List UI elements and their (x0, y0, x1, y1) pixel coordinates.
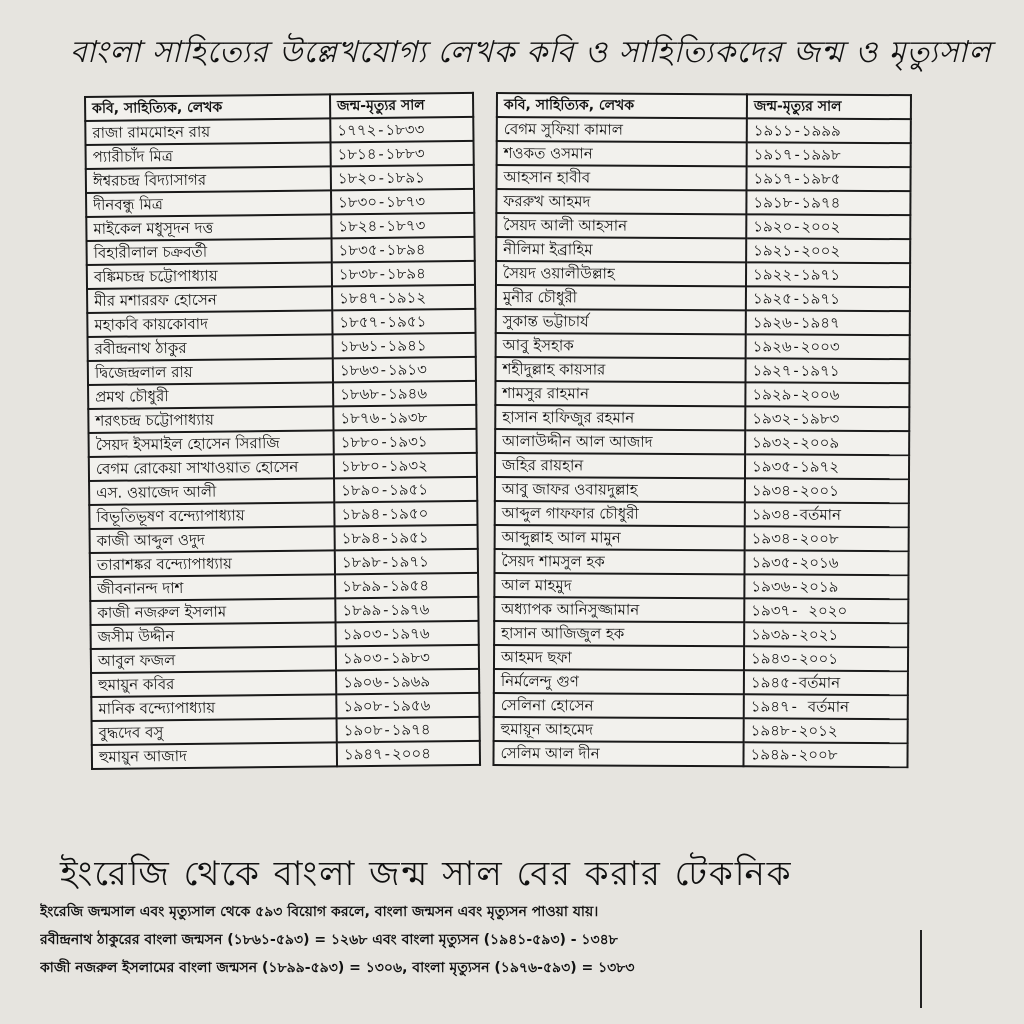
author-name: বিহারীলাল চক্রবর্তী (87, 238, 332, 265)
author-years: ১৯৪৭-২০০৪ (337, 741, 480, 766)
table-row (494, 621, 908, 647)
author-years: ১৮৯০-১৯৫১ (334, 477, 477, 502)
table-row (496, 213, 910, 239)
author-name: আব্দুল্লাহ আল মামুন (495, 525, 745, 550)
column-header-name: কবি, সাহিত্যিক, লেখক (85, 94, 330, 121)
table-row (497, 117, 911, 143)
table-row (495, 501, 909, 527)
author-years: ১৮২০-১৮৯১ (331, 165, 474, 190)
author-name: মানিক বন্দ্যোপাধ্যায় (91, 694, 336, 721)
table-row (496, 237, 910, 263)
author-name: রবীন্দ্রনাথ ঠাকুর (88, 334, 333, 361)
author-name: ফররুখ আহমদ (496, 189, 746, 214)
author-years: ১৯৩৬-২০১৯ (744, 574, 908, 599)
author-name: বিভূতিভূষণ বন্দ্যোপাধ্যায় (89, 502, 334, 529)
author-years: ১৯০৩-১৯৭৬ (336, 621, 479, 646)
author-name: নির্মলেন্দু গুণ (494, 669, 744, 694)
technique-rule-text: ইংরেজি জন্মসাল এবং মৃত্যুসাল থেকে ৫৯৩ বিয়োগ করলে, বাংলা জন্মসন এবং মৃত্যুসন পাওয়া যায়। (40, 904, 599, 920)
author-years: ১৮৬৩-১৯১৩ (333, 357, 476, 382)
author-years: ১৮৬৮-১৯৪৬ (333, 381, 476, 406)
author-years: ১৯৪৩-২০০১ (744, 646, 908, 671)
author-years: ১৯৩২-২০০৯ (745, 430, 909, 455)
author-name: প্যারীচাঁদ মিত্র (86, 142, 331, 169)
author-years: ১৯২৭-১৯৭১ (745, 358, 909, 383)
author-years: ১৯২২-১৯৭১ (746, 262, 910, 287)
author-years: ১৮৮০-১৯৩১ (334, 429, 477, 454)
author-name: শহীদুল্লাহ কায়সার (495, 357, 745, 382)
author-years: ১৯৩২-১৯৮৩ (745, 406, 909, 431)
author-years: ১৯৩৪-২০০১ (745, 478, 909, 503)
author-years: ১৯২৫-১৯৭১ (746, 286, 910, 311)
author-years: ১৯৪৯-২০০৮ (743, 742, 907, 767)
table-row (495, 477, 909, 503)
author-years: ১৯৪৫-বর্তমান (744, 670, 908, 695)
author-name: আহসান হাবীব (496, 165, 746, 190)
author-name: আবুল ফজল (91, 646, 336, 673)
author-name: বেগম সুফিয়া কামাল (497, 117, 747, 142)
author-name: আবু ইসহাক (496, 333, 746, 358)
author-name: হাসান আজিজুল হক (494, 621, 744, 646)
example-rabindranath: রবীন্দ্রনাথ ঠাকুরের বাংলা জন্মসন (১৮৬১-৫৯৩) = ১২৬৮ এবং বাংলা মৃত্যুসন (১৯৪১-৫৯৩) - ১৩৪৮ (40, 932, 618, 948)
table-header-row (497, 93, 911, 119)
author-name: আল মাহমুদ (494, 573, 744, 598)
table-row (494, 645, 908, 671)
table-row (495, 453, 909, 479)
author-years: ১৮৮০-১৯৩২ (334, 453, 477, 478)
author-years: ১৮৯৪-১৯৫১ (335, 525, 478, 550)
author-years: ১৯৩৫-১৯৭২ (745, 454, 909, 479)
author-name: মহাকবি কায়কোবাদ (87, 310, 332, 337)
author-years: ১৯৪৭- বর্তমান (744, 694, 908, 719)
table-row (496, 285, 910, 311)
table-row (495, 405, 909, 431)
author-name: শামসুর রাহমান (495, 381, 745, 406)
author-name: রাজা রামমোহন রায় (85, 118, 330, 145)
author-name: জসীম উদ্দীন (91, 622, 336, 649)
table-row (497, 141, 911, 167)
column-header-name: কবি, সাহিত্যিক, লেখক (497, 93, 747, 118)
table-row (496, 165, 910, 191)
technique-heading: ইংরেজি থেকে বাংলা জন্ম সাল বের করার টেকনিক (60, 854, 793, 894)
author-years: ১৮৩০-১৮৭৩ (331, 189, 474, 214)
author-years: ১৯৩৪-বর্তমান (745, 502, 909, 527)
author-years: ১৯৩৭- ২০২০ (744, 598, 908, 623)
author-name: হুমায়ুন আজাদ (92, 742, 337, 769)
author-years: ১৯২৯-২০০৬ (745, 382, 909, 407)
table-row (494, 549, 908, 575)
example-nazrul: কাজী নজরুল ইসলামের বাংলা জন্মসন (১৮৯৯-৫৯৩) = ১৩০৬, বাংলা মৃত্যুসন (১৯৭৬-৫৯৩) = ১৩৮৩ (40, 960, 635, 976)
author-name: সেলিনা হোসেন (494, 693, 744, 718)
author-name: কাজী নজরুল ইসলাম (90, 598, 335, 625)
table-row (494, 669, 908, 695)
vertical-divider (920, 930, 922, 1008)
author-years: ১৯২০-২০০২ (746, 214, 910, 239)
author-name: আহমদ ছফা (494, 645, 744, 670)
table-row (495, 357, 909, 383)
author-years: ১৯২১-২০০২ (746, 238, 910, 263)
author-name: সুকান্ত ভট্টাচার্য (496, 309, 746, 334)
author-name: শওকত ওসমান (497, 141, 747, 166)
author-years: ১৯৩৯-২০২১ (744, 622, 908, 647)
author-name: দীনবন্ধু মিত্র (86, 190, 331, 217)
author-years: ১৯১৭-১৯৯৮ (747, 142, 911, 167)
author-name: হাসান হাফিজুর রহমান (495, 405, 745, 430)
author-name: হুমায়ুন কবির (91, 670, 336, 697)
author-years: ১৭৭২-১৮৩৩ (330, 117, 473, 142)
author-years: ১৮৭৬-১৯৩৮ (333, 405, 476, 430)
table-row (493, 741, 907, 767)
author-name: কাজী আব্দুল ওদুদ (90, 526, 335, 553)
table-row (92, 741, 480, 769)
author-name: তারাশঙ্কর বন্দ্যোপাধ্যায় (90, 550, 335, 577)
author-years: ১৮৯৮-১৯৭১ (335, 549, 478, 574)
page-title: বাংলা সাহিত্যের উল্লেখযোগ্য লেখক কবি ও সাহিত্যিকদের জন্ম ও মৃত্যুসাল (70, 35, 992, 70)
author-name: বুদ্ধদেব বসু (92, 718, 337, 745)
table-row (495, 381, 909, 407)
author-years: ১৮৪৭-১৯১২ (332, 285, 475, 310)
author-name: সৈয়দ শামসুল হক (494, 549, 744, 574)
author-years: ১৮১৪-১৮৮৩ (330, 141, 473, 166)
table-row (495, 429, 909, 455)
author-years: ১৯০৬-১৯৬৯ (336, 669, 479, 694)
author-years: ১৯০৮-১৯৭৪ (337, 717, 480, 742)
author-years: ১৮৫৭-১৯৫১ (332, 309, 475, 334)
author-name: এস. ওয়াজেদ আলী (89, 478, 334, 505)
table-row (495, 525, 909, 551)
author-name: দ্বিজেন্দ্রলাল রায় (88, 358, 333, 385)
table-row (496, 261, 910, 287)
author-name: আব্দুল গাফফার চৌধুরী (495, 501, 745, 526)
author-years: ১৯১৮-১৯৭৪ (746, 190, 910, 215)
author-name: মীর মশাররফ হোসেন (87, 286, 332, 313)
author-name: মুনীর চৌধুরী (496, 285, 746, 310)
author-name: আলাউদ্দীন আল আজাদ (495, 429, 745, 454)
author-years: ১৯৩৪-২০০৮ (745, 526, 909, 551)
table-row (494, 717, 908, 743)
author-name: সৈয়দ ইসমাইল হোসেন সিরাজি (89, 430, 334, 457)
column-header-years: জন্ম-মৃত্যুর সাল (747, 94, 911, 119)
left-authors-table (84, 92, 481, 770)
author-years: ১৯৩৫-২০১৬ (744, 550, 908, 575)
author-name: সৈয়দ ওয়ালীউল্লাহ (496, 261, 746, 286)
right-authors-table (492, 92, 912, 768)
author-name: শরৎচন্দ্র চট্টোপাধ্যায় (88, 406, 333, 433)
column-header-years: জন্ম-মৃত্যুর সাল (330, 93, 473, 118)
table-row (494, 693, 908, 719)
author-years: ১৮৩৮-১৮৯৪ (332, 261, 475, 286)
author-name: অধ্যাপক আনিসুজ্জামান (494, 597, 744, 622)
author-name: ঈশ্বরচন্দ্র বিদ্যাসাগর (86, 166, 331, 193)
author-name: প্রমথ চৌধুরী (88, 382, 333, 409)
author-years: ১৯০৩-১৯৮৩ (336, 645, 479, 670)
table-row (494, 597, 908, 623)
author-years: ১৮৬১-১৯৪১ (333, 333, 476, 358)
table-row (496, 189, 910, 215)
author-years: ১৯১৭-১৯৮৫ (746, 166, 910, 191)
author-years: ১৯৪৮-২০১২ (744, 718, 908, 743)
table-row (496, 309, 910, 335)
author-name: বঙ্কিমচন্দ্র চট্টোপাধ্যায় (87, 262, 332, 289)
table-row (496, 333, 910, 359)
author-name: জহির রায়হান (495, 453, 745, 478)
author-years: ১৯১১-১৯৯৯ (747, 118, 911, 143)
author-name: হুমায়ূন আহমেদ (494, 717, 744, 742)
author-years: ১৮২৪-১৮৭৩ (331, 213, 474, 238)
author-name: বেগম রোকেয়া সাখাওয়াত হোসেন (89, 454, 334, 481)
author-name: নীলিমা ইব্রাহিম (496, 237, 746, 262)
author-years: ১৯২৬-২০০৩ (746, 334, 910, 359)
author-years: ১৮৩৫-১৮৯৪ (332, 237, 475, 262)
author-years: ১৮৯৪-১৯৫০ (334, 501, 477, 526)
author-name: সৈয়দ আলী আহসান (496, 213, 746, 238)
author-name: মাইকেল মধুসূদন দত্ত (86, 214, 331, 241)
author-name: জীবনানন্দ দাশ (90, 574, 335, 601)
author-years: ১৯২৬-১৯৪৭ (746, 310, 910, 335)
author-name: সেলিম আল দীন (493, 741, 743, 766)
author-years: ১৮৯৯-১৯৫৪ (335, 573, 478, 598)
author-years: ১৮৯৯-১৯৭৬ (335, 597, 478, 622)
author-name: আবু জাফর ওবায়দুল্লাহ (495, 477, 745, 502)
table-row (494, 573, 908, 599)
author-years: ১৯০৮-১৯৫৬ (336, 693, 479, 718)
